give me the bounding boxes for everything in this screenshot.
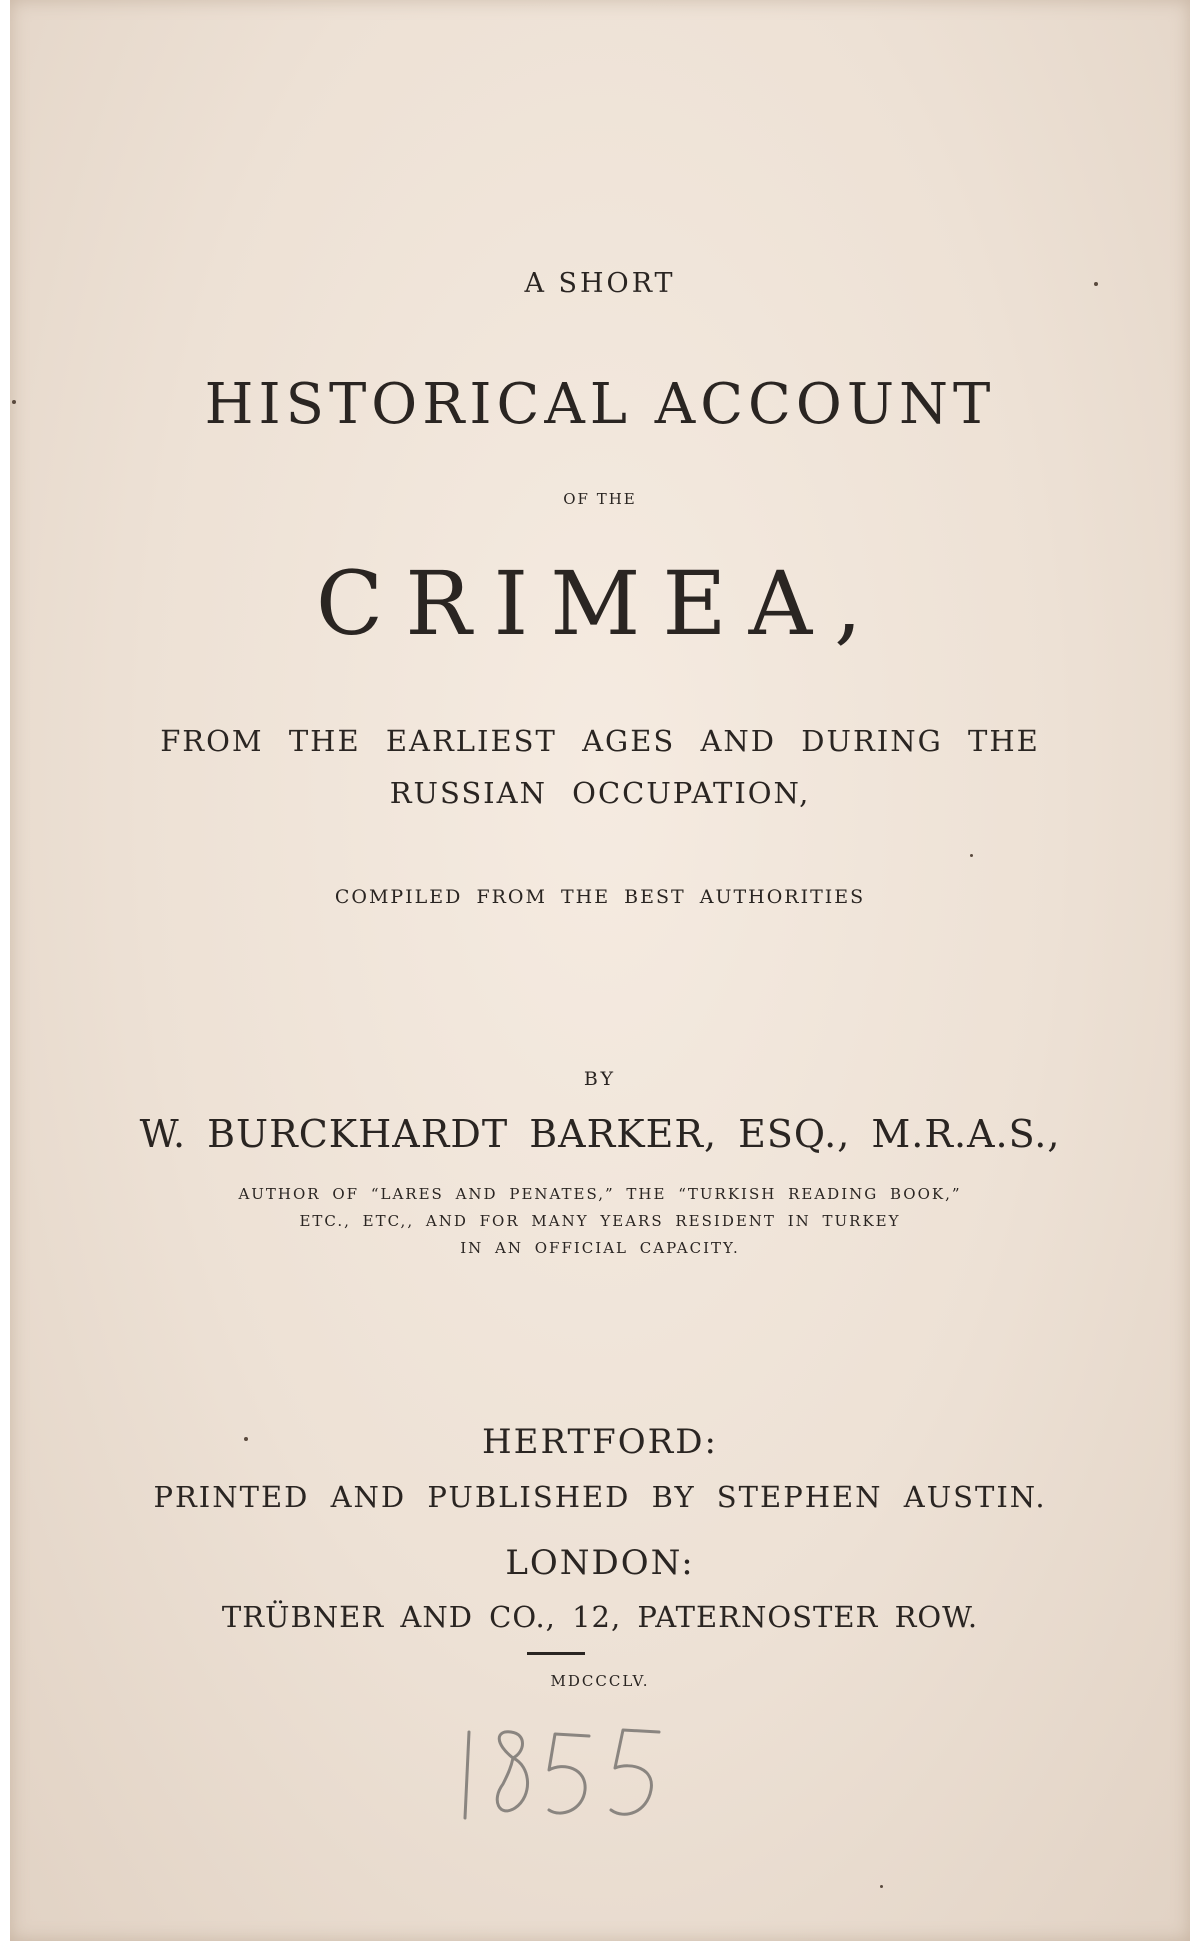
publisher-line: TRÜBNER AND CO., 12, PATERNOSTER ROW. bbox=[221, 1600, 979, 1634]
line-a-short: A SHORT bbox=[524, 268, 676, 299]
printer-line: PRINTED AND PUBLISHED BY STEPHEN AUSTIN. bbox=[153, 1480, 1047, 1514]
paper-speck bbox=[1094, 282, 1098, 286]
author-description-line-1: AUTHOR OF “LARES AND PENATES,” THE “TURKISH READING BOOK,” bbox=[238, 1185, 962, 1203]
subtitle-line-2: RUSSIAN OCCUPATION, bbox=[389, 776, 811, 810]
year-roman: MDCCCLV. bbox=[550, 1672, 650, 1690]
place-hertford: HERTFORD: bbox=[482, 1422, 718, 1462]
paper-speck bbox=[244, 1437, 248, 1441]
paper-speck bbox=[12, 400, 16, 404]
author-name: W. BURCKHARDT BARKER, ESQ., M.R.A.S., bbox=[139, 1112, 1061, 1156]
paper-speck bbox=[970, 854, 973, 857]
subtitle-line-1: FROM THE EARLIEST AGES AND DURING THE bbox=[160, 724, 1040, 758]
line-of-the: OF THE bbox=[563, 490, 637, 508]
line-crimea: CRIMEA, bbox=[315, 552, 885, 655]
compiled-line: COMPILED FROM THE BEST AUTHORITIES bbox=[334, 886, 866, 908]
handwritten-year-1855 bbox=[455, 1722, 675, 1832]
author-description-line-2: ETC., ETC,, AND FOR MANY YEARS RESIDENT IN TURKEY bbox=[299, 1212, 901, 1230]
imprint-divider-rule bbox=[527, 1652, 585, 1655]
by-line: BY bbox=[583, 1068, 617, 1090]
paper-speck bbox=[880, 1885, 883, 1888]
author-description-line-3: IN AN OFFICIAL CAPACITY. bbox=[460, 1239, 740, 1257]
place-london: LONDON: bbox=[505, 1543, 695, 1583]
line-historical-account: HISTORICAL ACCOUNT bbox=[204, 372, 996, 437]
